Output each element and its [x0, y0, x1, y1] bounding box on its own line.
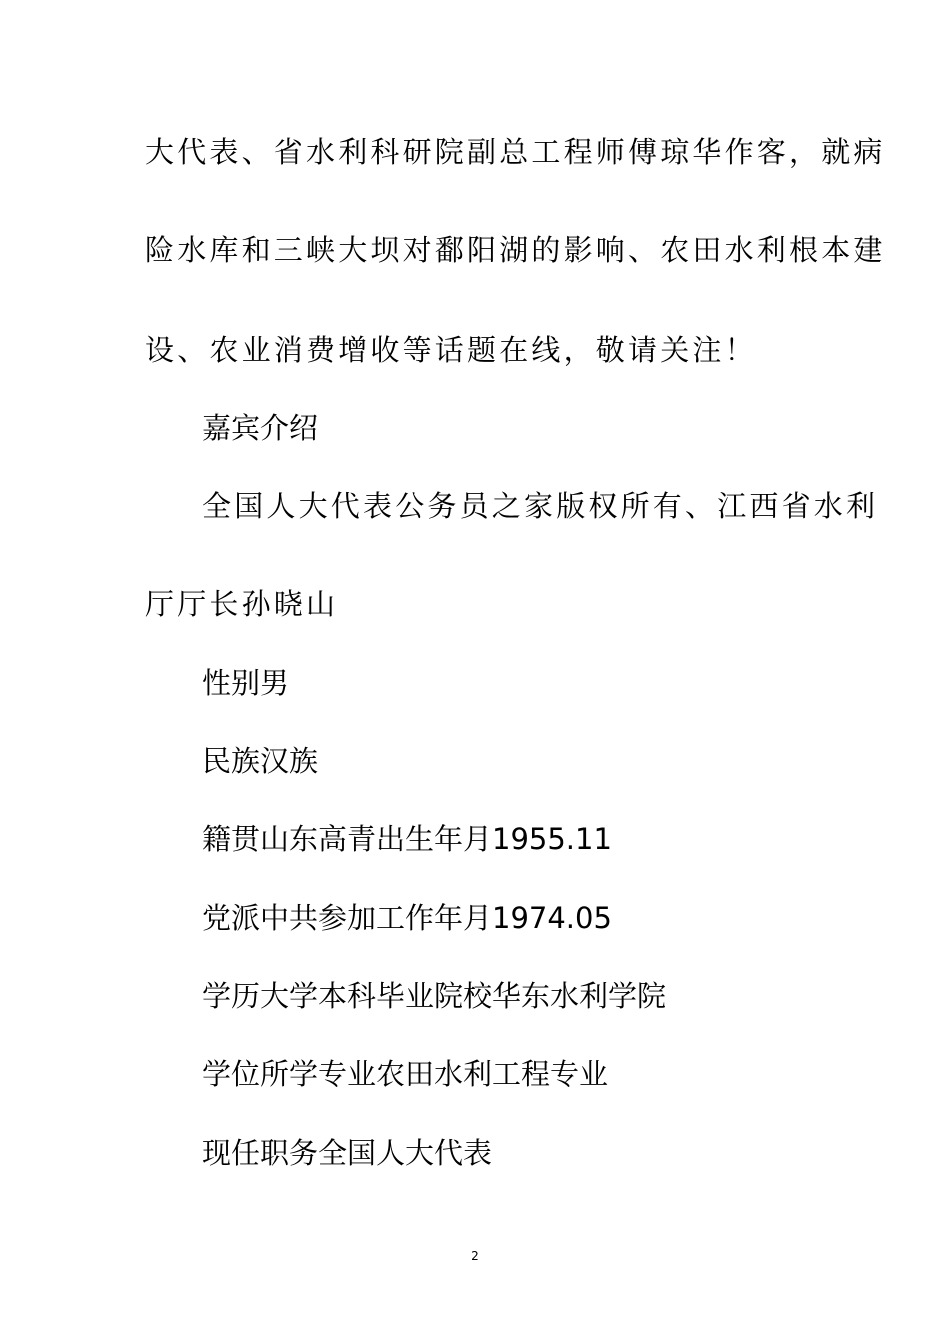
detail-education: 学历大学本科毕业院校华东水利学院: [202, 979, 667, 1013]
detail-ethnicity: 民族汉族: [202, 744, 319, 778]
guest-heading: 嘉宾介绍: [202, 411, 319, 445]
detail-gender: 性别男: [202, 666, 290, 700]
paragraph-line-1: 大代表、省水利科研院副总工程师傅琼华作客，就病: [145, 135, 886, 169]
page-number: 2: [471, 1249, 479, 1263]
guest-intro-line-2: 厅厅长孙晓山: [145, 587, 339, 621]
guest-intro-line-1: 全国人大代表公务员之家版权所有、江西省水利: [202, 489, 879, 523]
detail-origin-birth: 籍贯山东高青出生年月1955.11: [202, 822, 612, 856]
paragraph-line-2: 险水库和三峡大坝对鄱阳湖的影响、农田水利根本建: [145, 233, 886, 267]
detail-current-position: 现任职务全国人大代表: [202, 1136, 493, 1170]
detail-party-work: 党派中共参加工作年月1974.05: [202, 901, 612, 935]
paragraph-line-3: 设、农业消费增收等话题在线，敬请关注！: [145, 333, 757, 367]
detail-degree-major: 学位所学专业农田水利工程专业: [202, 1057, 609, 1091]
